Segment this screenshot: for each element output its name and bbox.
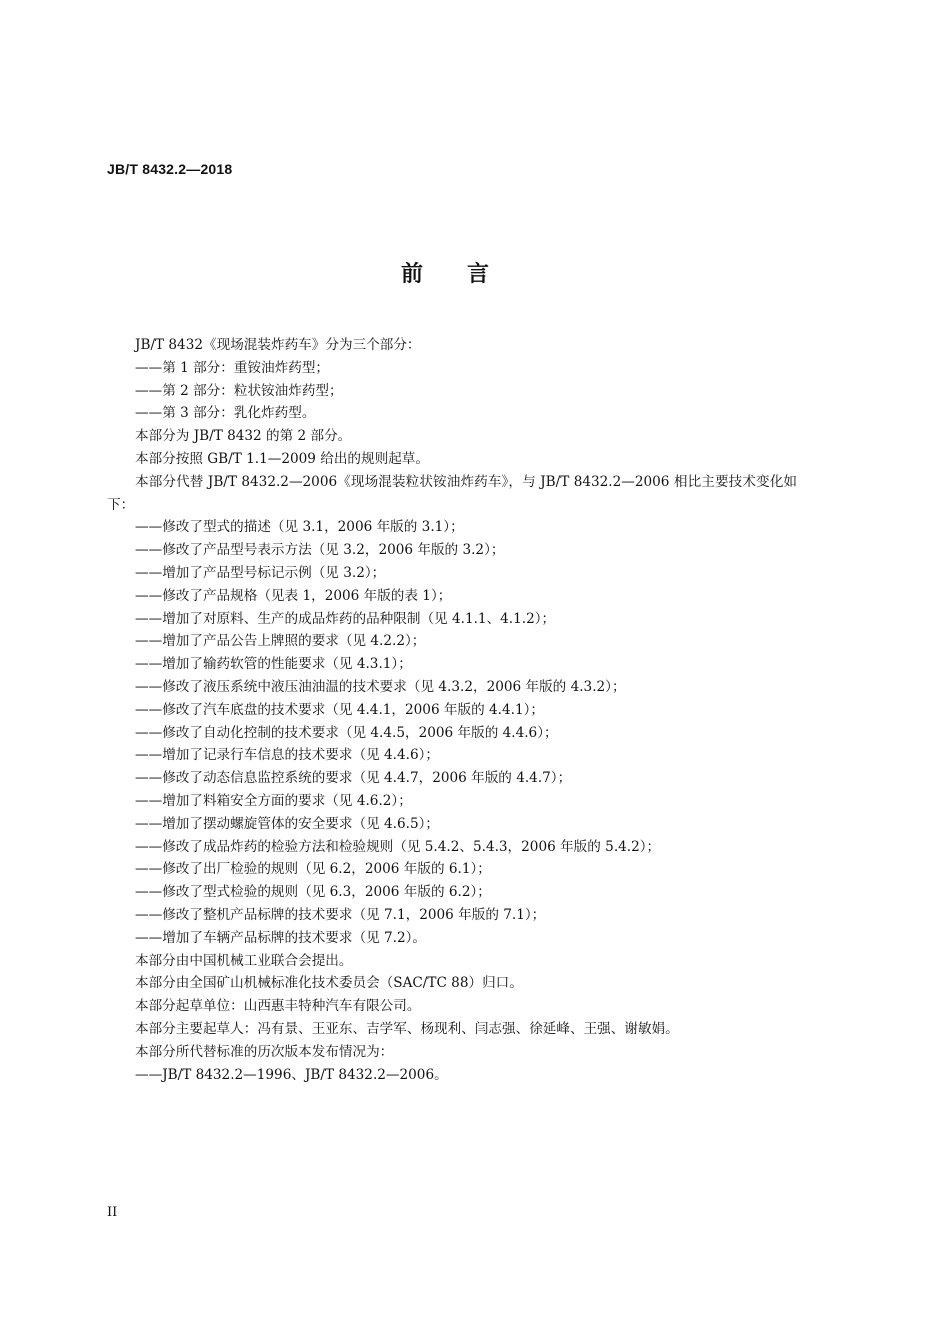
list-item: ——第 3 部分：乳化炸药型。 xyxy=(135,405,316,422)
list-item: ——增加了产品公告上牌照的要求（见 4.2.2）； xyxy=(135,633,426,650)
list-item: ——增加了摆动螺旋管体的安全要求（见 4.6.5）； xyxy=(135,815,439,832)
list-item: ——增加了对原料、生产的成品炸药的品种限制（见 4.1.1、4.1.2）； xyxy=(135,610,556,627)
list-item: ——修改了产品型号表示方法（见 3.2，2006 年版的 3.2）； xyxy=(135,542,505,559)
document-code: JB/T 8432.2—2018 xyxy=(107,161,233,177)
foreword-body xyxy=(107,334,797,1086)
page-title xyxy=(0,257,890,288)
paragraph: 本部分按照 GB/T 1.1—2009 给出的规则起草。 xyxy=(135,450,429,467)
list-item: ——修改了整机产品标牌的技术要求（见 7.1，2006 年版的 7.1）； xyxy=(135,906,546,923)
paragraph: 本部分起草单位：山西惠丰特种汽车有限公司。 xyxy=(135,998,421,1015)
list-item: ——增加了记录行车信息的技术要求（见 4.4.6）； xyxy=(135,747,439,764)
title-char-2: 言 xyxy=(467,262,490,287)
list-item: ——修改了成品炸药的检验方法和检验规则（见 5.4.2、5.4.3，2006 年版的 5.4.2）； xyxy=(135,838,661,855)
list-item: ——增加了料箱安全方面的要求（见 4.6.2）； xyxy=(135,792,412,809)
list-item: ——增加了输药软管的性能要求（见 4.3.1）； xyxy=(135,656,412,673)
list-item: ——修改了自动化控制的技术要求（见 4.4.5，2006 年版的 4.4.6）； xyxy=(135,724,558,741)
page-number: II xyxy=(107,1205,118,1220)
paragraph: JB/T 8432《现场混装炸药车》分为三个部分： xyxy=(135,337,421,353)
list-item: ——修改了产品规格（见表 1，2006 年版的表 1）； xyxy=(135,587,452,604)
list-item: ——增加了车辆产品标牌的技术要求（见 7.2）。 xyxy=(135,929,427,946)
list-item: ——修改了动态信息监控系统的要求（见 4.4.7，2006 年版的 4.4.7）； xyxy=(135,770,572,787)
paragraph: 本部分由中国机械工业联合会提出。 xyxy=(135,952,353,969)
paragraph: 本部分为 JB/T 8432 的第 2 部分。 xyxy=(135,428,352,445)
paragraph: 本部分由全国矿山机械标准化技术委员会（SAC/TC 88）归口。 xyxy=(135,975,523,992)
list-item: ——增加了产品型号标记示例（见 3.2）； xyxy=(135,564,386,581)
list-item: ——第 1 部分：重铵油炸药型； xyxy=(135,359,330,376)
list-item: ——第 2 部分：粒状铵油炸药型； xyxy=(135,382,343,399)
list-item: ——修改了液压系统中液压油油温的技术要求（见 4.3.2，2006 年版的 4.3.2）； xyxy=(135,678,626,695)
list-item: ——修改了汽车底盘的技术要求（见 4.4.1，2006 年版的 4.4.1）； xyxy=(135,701,544,718)
paragraph: 本部分代替 JB/T 8432.2—2006《现场混装粒状铵油炸药车》，与 JB/T 8432.2—2006 相比主要技术变化如下： xyxy=(107,473,797,513)
list-item: ——修改了型式的描述（见 3.1，2006 年版的 3.1）； xyxy=(135,519,464,536)
list-item: ——修改了出厂检验的规则（见 6.2，2006 年版的 6.1）； xyxy=(135,861,491,878)
paragraph: 本部分主要起草人：冯有景、王亚东、吉学军、杨现利、闫志强、徐延峰、王强、谢敏娟。 xyxy=(135,1020,679,1037)
title-char-1: 前 xyxy=(400,262,423,287)
list-item: ——JB/T 8432.2—1996、JB/T 8432.2—2006。 xyxy=(135,1066,448,1083)
list-item: ——修改了型式检验的规则（见 6.3，2006 年版的 6.2）； xyxy=(135,884,491,901)
paragraph: 本部分所代替标准的历次版本发布情况为： xyxy=(135,1043,394,1060)
